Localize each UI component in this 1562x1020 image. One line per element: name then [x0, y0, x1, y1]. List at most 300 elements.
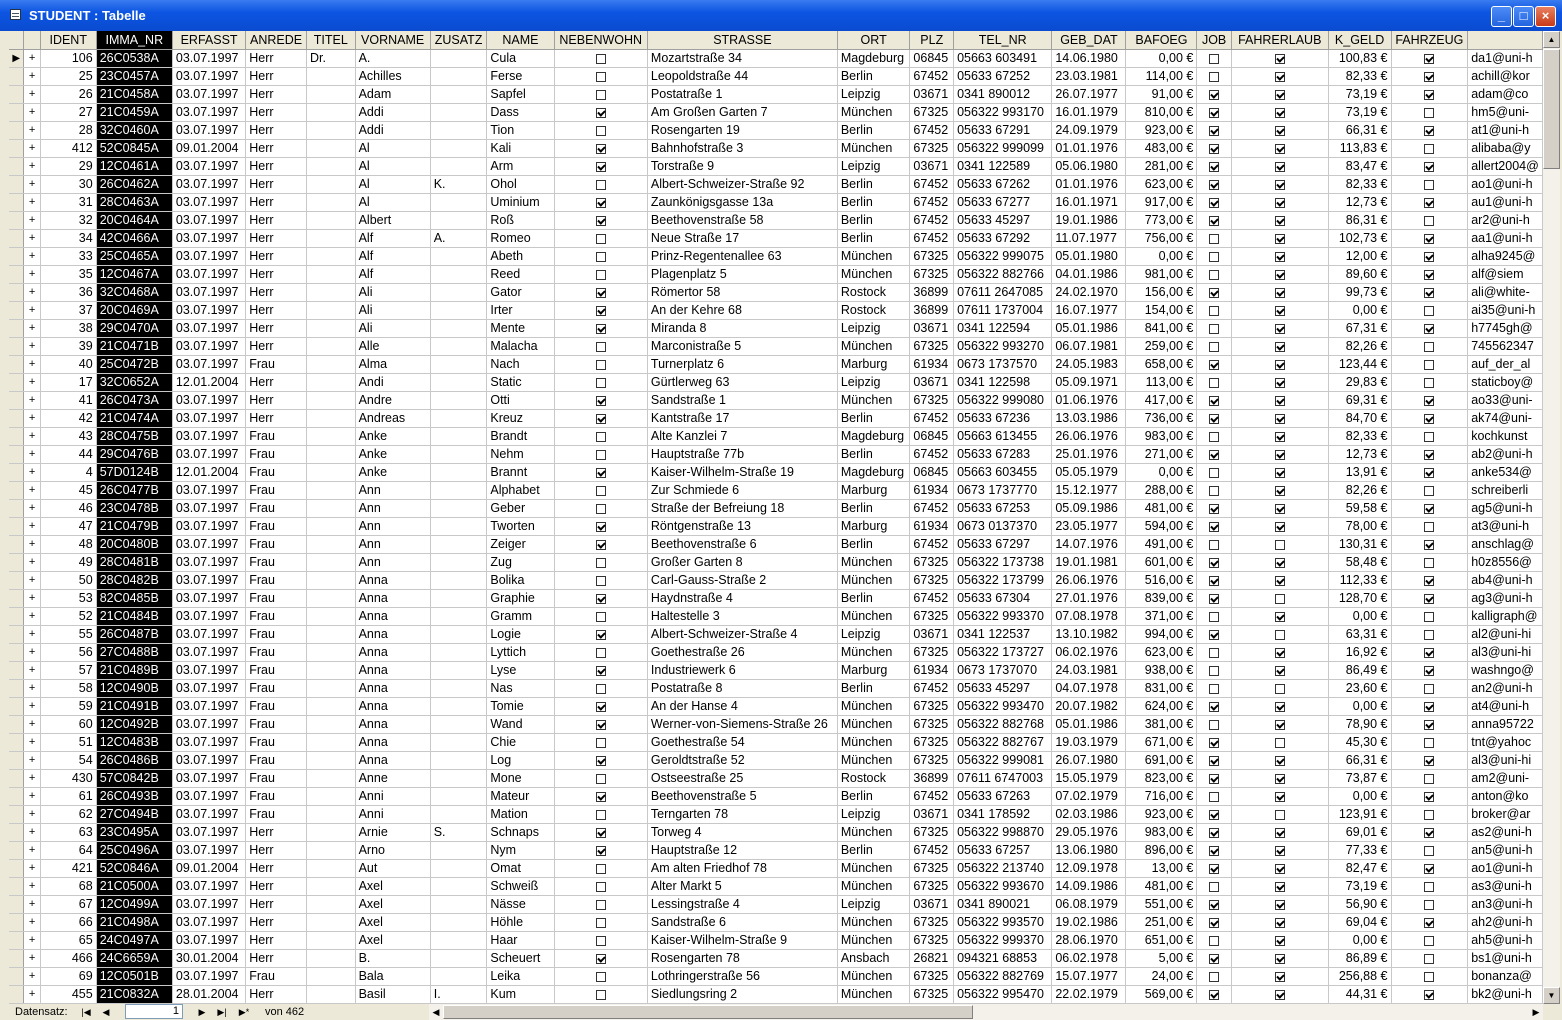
cell-email[interactable]: h0z8556@ — [1468, 553, 1543, 571]
cell-k-geld[interactable]: 73,19 € — [1328, 103, 1391, 121]
cell-titel[interactable] — [306, 355, 355, 373]
row-selector[interactable] — [9, 265, 24, 283]
cell-erfasst[interactable]: 03.07.1997 — [172, 481, 245, 499]
cell-erfasst[interactable]: 03.07.1997 — [172, 445, 245, 463]
cell-fahrzeug[interactable] — [1391, 319, 1468, 337]
column-header-fahrzeug[interactable]: FAHRZEUG — [1391, 31, 1468, 49]
cell-erfasst[interactable]: 03.07.1997 — [172, 697, 245, 715]
checkbox-nebenwohn[interactable] — [596, 414, 606, 424]
cell-name[interactable]: Roß — [487, 211, 554, 229]
cell-email[interactable]: at4@uni-h — [1468, 697, 1543, 715]
checkbox-fahrerlaub[interactable] — [1275, 324, 1285, 334]
column-header-geb-dat[interactable]: GEB_DAT — [1052, 31, 1126, 49]
cell-name[interactable]: Haar — [487, 931, 554, 949]
cell-zusatz[interactable] — [430, 625, 487, 643]
cell-job[interactable] — [1197, 175, 1231, 193]
cell-ident[interactable]: 68 — [40, 877, 96, 895]
cell-fahrzeug[interactable] — [1391, 481, 1468, 499]
checkbox-fahrzeug[interactable] — [1424, 828, 1434, 838]
cell-vorname[interactable]: Ali — [355, 301, 430, 319]
table-row[interactable] — [9, 589, 1543, 607]
cell-imma-nr[interactable]: 29C0470A — [96, 319, 172, 337]
cell-k-geld[interactable]: 82,26 € — [1328, 481, 1391, 499]
cell-ident[interactable]: 37 — [40, 301, 96, 319]
cell-job[interactable] — [1197, 733, 1231, 751]
expand-subdatasheet-button[interactable]: + — [24, 301, 40, 319]
cell-job[interactable] — [1197, 85, 1231, 103]
cell-erfasst[interactable]: 12.01.2004 — [172, 463, 245, 481]
cell-vorname[interactable]: Anke — [355, 463, 430, 481]
cell-strasse[interactable]: Zur Schmiede 6 — [647, 481, 837, 499]
cell-k-geld[interactable]: 0,00 € — [1328, 931, 1391, 949]
cell-fahrerlaub[interactable] — [1231, 67, 1328, 85]
cell-anrede[interactable]: Herr — [246, 247, 307, 265]
cell-k-geld[interactable]: 12,00 € — [1328, 247, 1391, 265]
cell-fahrzeug[interactable] — [1391, 661, 1468, 679]
cell-name[interactable]: Chie — [487, 733, 554, 751]
checkbox-job[interactable] — [1209, 918, 1219, 928]
cell-ident[interactable]: 65 — [40, 931, 96, 949]
cell-name[interactable]: Nas — [487, 679, 554, 697]
cell-nebenwohn[interactable] — [554, 859, 647, 877]
cell-imma-nr[interactable]: 26C0486B — [96, 751, 172, 769]
table-row[interactable] — [9, 427, 1543, 445]
checkbox-job[interactable] — [1209, 630, 1219, 640]
cell-k-geld[interactable]: 66,31 € — [1328, 751, 1391, 769]
cell-k-geld[interactable]: 13,91 € — [1328, 463, 1391, 481]
cell-geb-dat[interactable]: 05.05.1979 — [1052, 463, 1126, 481]
cell-fahrerlaub[interactable] — [1231, 877, 1328, 895]
cell-ort[interactable]: Berlin — [837, 121, 910, 139]
cell-titel[interactable] — [306, 211, 355, 229]
cell-strasse[interactable]: Rosengarten 78 — [647, 949, 837, 967]
checkbox-fahrzeug[interactable] — [1424, 702, 1434, 712]
table-row[interactable] — [9, 319, 1543, 337]
cell-ident[interactable]: 46 — [40, 499, 96, 517]
checkbox-fahrzeug[interactable] — [1424, 954, 1434, 964]
row-selector[interactable] — [9, 769, 24, 787]
table-row[interactable] — [9, 553, 1543, 571]
row-selector[interactable] — [9, 985, 24, 1003]
cell-tel-nr[interactable]: 056322 998870 — [954, 823, 1052, 841]
cell-bafoeg[interactable]: 516,00 € — [1126, 571, 1197, 589]
cell-erfasst[interactable]: 03.07.1997 — [172, 553, 245, 571]
table-row[interactable] — [9, 733, 1543, 751]
checkbox-job[interactable] — [1209, 54, 1219, 64]
cell-vorname[interactable]: Bala — [355, 967, 430, 985]
cell-anrede[interactable]: Herr — [246, 175, 307, 193]
cell-nebenwohn[interactable] — [554, 751, 647, 769]
cell-strasse[interactable]: Zaunkönigsgasse 13a — [647, 193, 837, 211]
cell-imma-nr[interactable]: 21C0491B — [96, 697, 172, 715]
checkbox-fahrerlaub[interactable] — [1275, 738, 1285, 748]
cell-strasse[interactable]: Albert-Schweizer-Straße 4 — [647, 625, 837, 643]
table-row[interactable] — [9, 805, 1543, 823]
cell-fahrzeug[interactable] — [1391, 787, 1468, 805]
cell-email[interactable]: allert2004@ — [1468, 157, 1543, 175]
table-row[interactable] — [9, 301, 1543, 319]
cell-zusatz[interactable] — [430, 445, 487, 463]
checkbox-fahrzeug[interactable] — [1424, 270, 1434, 280]
cell-name[interactable]: Graphie — [487, 589, 554, 607]
cell-geb-dat[interactable]: 14.07.1976 — [1052, 535, 1126, 553]
cell-name[interactable]: Static — [487, 373, 554, 391]
cell-name[interactable]: Sapfel — [487, 85, 554, 103]
current-record-indicator[interactable]: ▶ — [9, 49, 24, 67]
cell-tel-nr[interactable]: 056322 993170 — [954, 103, 1052, 121]
cell-fahrerlaub[interactable] — [1231, 409, 1328, 427]
expand-subdatasheet-button[interactable]: + — [24, 571, 40, 589]
cell-anrede[interactable]: Herr — [246, 85, 307, 103]
checkbox-fahrerlaub[interactable] — [1275, 684, 1285, 694]
table-row[interactable] — [9, 787, 1543, 805]
cell-imma-nr[interactable]: 25C0496A — [96, 841, 172, 859]
cell-zusatz[interactable] — [430, 895, 487, 913]
expand-subdatasheet-button[interactable]: + — [24, 445, 40, 463]
row-selector[interactable] — [9, 715, 24, 733]
cell-job[interactable] — [1197, 715, 1231, 733]
cell-geb-dat[interactable]: 23.03.1981 — [1052, 67, 1126, 85]
table-row[interactable] — [9, 67, 1543, 85]
cell-fahrerlaub[interactable] — [1231, 841, 1328, 859]
cell-plz[interactable]: 61934 — [910, 481, 954, 499]
cell-erfasst[interactable]: 03.07.1997 — [172, 805, 245, 823]
row-selector[interactable] — [9, 895, 24, 913]
checkbox-nebenwohn[interactable] — [596, 342, 606, 352]
cell-titel[interactable] — [306, 571, 355, 589]
cell-job[interactable] — [1197, 697, 1231, 715]
checkbox-job[interactable] — [1209, 828, 1219, 838]
cell-ort[interactable]: Leipzig — [837, 373, 910, 391]
cell-anrede[interactable]: Herr — [246, 211, 307, 229]
cell-tel-nr[interactable]: 056322 882767 — [954, 733, 1052, 751]
cell-ident[interactable]: 51 — [40, 733, 96, 751]
column-header-name[interactable]: NAME — [487, 31, 554, 49]
checkbox-fahrerlaub[interactable] — [1275, 378, 1285, 388]
cell-zusatz[interactable] — [430, 301, 487, 319]
cell-plz[interactable]: 67452 — [910, 787, 954, 805]
cell-bafoeg[interactable]: 0,00 € — [1126, 49, 1197, 67]
cell-plz[interactable]: 67325 — [910, 931, 954, 949]
cell-plz[interactable]: 03671 — [910, 805, 954, 823]
cell-zusatz[interactable] — [430, 697, 487, 715]
cell-strasse[interactable]: Torweg 4 — [647, 823, 837, 841]
cell-tel-nr[interactable]: 05633 67236 — [954, 409, 1052, 427]
cell-job[interactable] — [1197, 337, 1231, 355]
cell-fahrzeug[interactable] — [1391, 877, 1468, 895]
cell-strasse[interactable]: Beethovenstraße 5 — [647, 787, 837, 805]
cell-anrede[interactable]: Frau — [246, 499, 307, 517]
cell-ort[interactable]: Ansbach — [837, 949, 910, 967]
cell-email[interactable]: ag3@uni-h — [1468, 589, 1543, 607]
checkbox-job[interactable] — [1209, 378, 1219, 388]
cell-nebenwohn[interactable] — [554, 157, 647, 175]
cell-strasse[interactable]: An der Kehre 68 — [647, 301, 837, 319]
table-row[interactable] — [9, 499, 1543, 517]
cell-imma-nr[interactable]: 20C0480B — [96, 535, 172, 553]
checkbox-nebenwohn[interactable] — [596, 450, 606, 460]
checkbox-fahrerlaub[interactable] — [1275, 252, 1285, 262]
cell-geb-dat[interactable]: 24.09.1979 — [1052, 121, 1126, 139]
cell-nebenwohn[interactable] — [554, 769, 647, 787]
cell-bafoeg[interactable]: 5,00 € — [1126, 949, 1197, 967]
cell-anrede[interactable]: Herr — [246, 139, 307, 157]
cell-email[interactable]: broker@ar — [1468, 805, 1543, 823]
cell-nebenwohn[interactable] — [554, 193, 647, 211]
cell-titel[interactable] — [306, 67, 355, 85]
cell-ident[interactable]: 58 — [40, 679, 96, 697]
cell-fahrzeug[interactable] — [1391, 733, 1468, 751]
cell-anrede[interactable]: Herr — [246, 103, 307, 121]
cell-ident[interactable]: 35 — [40, 265, 96, 283]
row-selector[interactable] — [9, 571, 24, 589]
cell-ident[interactable]: 59 — [40, 697, 96, 715]
checkbox-fahrerlaub[interactable] — [1275, 90, 1285, 100]
table-row[interactable] — [9, 715, 1543, 733]
row-selector[interactable] — [9, 751, 24, 769]
cell-zusatz[interactable] — [430, 661, 487, 679]
cell-name[interactable]: Romeo — [487, 229, 554, 247]
cell-imma-nr[interactable]: 21C0484B — [96, 607, 172, 625]
cell-titel[interactable] — [306, 913, 355, 931]
checkbox-nebenwohn[interactable] — [596, 558, 606, 568]
cell-fahrerlaub[interactable] — [1231, 481, 1328, 499]
cell-anrede[interactable]: Herr — [246, 283, 307, 301]
cell-nebenwohn[interactable] — [554, 985, 647, 1003]
cell-geb-dat[interactable]: 06.02.1976 — [1052, 643, 1126, 661]
table-row[interactable] — [9, 121, 1543, 139]
checkbox-fahrerlaub[interactable] — [1275, 720, 1285, 730]
last-record-button[interactable]: ▶| — [217, 1007, 227, 1017]
cell-tel-nr[interactable]: 0341 122537 — [954, 625, 1052, 643]
cell-email[interactable]: staticboy@ — [1468, 373, 1543, 391]
cell-zusatz[interactable] — [430, 949, 487, 967]
cell-fahrzeug[interactable] — [1391, 535, 1468, 553]
cell-email[interactable]: ao1@uni-h — [1468, 859, 1543, 877]
cell-ident[interactable]: 41 — [40, 391, 96, 409]
expand-subdatasheet-button[interactable]: + — [24, 193, 40, 211]
cell-titel[interactable] — [306, 841, 355, 859]
checkbox-nebenwohn[interactable] — [596, 756, 606, 766]
checkbox-fahrerlaub[interactable] — [1275, 648, 1285, 658]
expand-subdatasheet-button[interactable]: + — [24, 211, 40, 229]
cell-zusatz[interactable] — [430, 463, 487, 481]
cell-email[interactable]: da1@uni-h — [1468, 49, 1543, 67]
table-row[interactable] — [9, 895, 1543, 913]
cell-fahrerlaub[interactable] — [1231, 157, 1328, 175]
cell-tel-nr[interactable]: 056322 173738 — [954, 553, 1052, 571]
cell-tel-nr[interactable]: 056322 999080 — [954, 391, 1052, 409]
cell-plz[interactable]: 61934 — [910, 661, 954, 679]
cell-erfasst[interactable]: 03.07.1997 — [172, 121, 245, 139]
checkbox-fahrzeug[interactable] — [1424, 504, 1434, 514]
checkbox-fahrerlaub[interactable] — [1275, 630, 1285, 640]
expand-subdatasheet-button[interactable]: + — [24, 625, 40, 643]
table-row[interactable] — [9, 661, 1543, 679]
cell-k-geld[interactable]: 66,31 € — [1328, 121, 1391, 139]
cell-erfasst[interactable]: 03.07.1997 — [172, 787, 245, 805]
cell-tel-nr[interactable]: 05633 67257 — [954, 841, 1052, 859]
checkbox-fahrerlaub[interactable] — [1275, 396, 1285, 406]
cell-nebenwohn[interactable] — [554, 49, 647, 67]
cell-fahrerlaub[interactable] — [1231, 301, 1328, 319]
cell-erfasst[interactable]: 03.07.1997 — [172, 535, 245, 553]
cell-job[interactable] — [1197, 193, 1231, 211]
cell-geb-dat[interactable]: 25.01.1976 — [1052, 445, 1126, 463]
expand-subdatasheet-button[interactable]: + — [24, 859, 40, 877]
table-row[interactable] — [9, 193, 1543, 211]
checkbox-nebenwohn[interactable] — [596, 954, 606, 964]
cell-bafoeg[interactable]: 483,00 € — [1126, 139, 1197, 157]
expand-subdatasheet-button[interactable]: + — [24, 517, 40, 535]
checkbox-fahrzeug[interactable] — [1424, 414, 1434, 424]
cell-job[interactable] — [1197, 571, 1231, 589]
cell-plz[interactable]: 67452 — [910, 121, 954, 139]
row-selector[interactable] — [9, 103, 24, 121]
cell-anrede[interactable]: Frau — [246, 661, 307, 679]
cell-vorname[interactable]: Albert — [355, 211, 430, 229]
expand-subdatasheet-button[interactable]: + — [24, 283, 40, 301]
cell-ident[interactable]: 54 — [40, 751, 96, 769]
cell-vorname[interactable]: Alf — [355, 247, 430, 265]
cell-vorname[interactable]: A. — [355, 49, 430, 67]
cell-vorname[interactable]: Anna — [355, 679, 430, 697]
cell-tel-nr[interactable]: 056322 993470 — [954, 697, 1052, 715]
cell-anrede[interactable]: Frau — [246, 967, 307, 985]
cell-tel-nr[interactable]: 05633 45297 — [954, 679, 1052, 697]
cell-plz[interactable]: 67325 — [910, 337, 954, 355]
cell-strasse[interactable]: Ostseestraße 25 — [647, 769, 837, 787]
cell-ort[interactable]: München — [837, 607, 910, 625]
cell-anrede[interactable]: Herr — [246, 373, 307, 391]
cell-fahrerlaub[interactable] — [1231, 967, 1328, 985]
cell-strasse[interactable]: Geroldtstraße 52 — [647, 751, 837, 769]
cell-nebenwohn[interactable] — [554, 301, 647, 319]
cell-nebenwohn[interactable] — [554, 463, 647, 481]
cell-plz[interactable]: 03671 — [910, 625, 954, 643]
cell-nebenwohn[interactable] — [554, 211, 647, 229]
cell-strasse[interactable]: Lothringerstraße 56 — [647, 967, 837, 985]
cell-imma-nr[interactable]: 42C0466A — [96, 229, 172, 247]
cell-nebenwohn[interactable] — [554, 355, 647, 373]
cell-titel[interactable] — [306, 337, 355, 355]
cell-titel[interactable] — [306, 409, 355, 427]
cell-ident[interactable]: 42 — [40, 409, 96, 427]
checkbox-fahrerlaub[interactable] — [1275, 990, 1285, 1000]
cell-geb-dat[interactable]: 26.06.1976 — [1052, 427, 1126, 445]
cell-fahrerlaub[interactable] — [1231, 697, 1328, 715]
cell-geb-dat[interactable]: 26.07.1980 — [1052, 751, 1126, 769]
cell-geb-dat[interactable]: 27.01.1976 — [1052, 589, 1126, 607]
expand-subdatasheet-button[interactable]: + — [24, 661, 40, 679]
cell-nebenwohn[interactable] — [554, 787, 647, 805]
cell-vorname[interactable]: Ann — [355, 499, 430, 517]
checkbox-job[interactable] — [1209, 90, 1219, 100]
cell-k-geld[interactable]: 67,31 € — [1328, 319, 1391, 337]
checkbox-job[interactable] — [1209, 774, 1219, 784]
expand-subdatasheet-button[interactable]: + — [24, 553, 40, 571]
table-row[interactable] — [9, 157, 1543, 175]
cell-bafoeg[interactable]: 983,00 € — [1126, 823, 1197, 841]
table-row[interactable] — [9, 373, 1543, 391]
first-record-button[interactable]: |◀ — [81, 1007, 91, 1017]
checkbox-fahrzeug[interactable] — [1424, 684, 1434, 694]
checkbox-job[interactable] — [1209, 864, 1219, 874]
cell-ident[interactable]: 32 — [40, 211, 96, 229]
cell-k-geld[interactable]: 0,00 € — [1328, 787, 1391, 805]
cell-zusatz[interactable] — [430, 265, 487, 283]
cell-plz[interactable]: 61934 — [910, 517, 954, 535]
cell-geb-dat[interactable]: 24.03.1981 — [1052, 661, 1126, 679]
cell-email[interactable]: an5@uni-h — [1468, 841, 1543, 859]
cell-geb-dat[interactable]: 26.07.1977 — [1052, 85, 1126, 103]
checkbox-job[interactable] — [1209, 108, 1219, 118]
cell-job[interactable] — [1197, 985, 1231, 1003]
cell-email[interactable]: ah5@uni-h — [1468, 931, 1543, 949]
expand-subdatasheet-button[interactable]: + — [24, 319, 40, 337]
cell-imma-nr[interactable]: 21C0458A — [96, 85, 172, 103]
cell-geb-dat[interactable]: 04.01.1986 — [1052, 265, 1126, 283]
checkbox-job[interactable] — [1209, 738, 1219, 748]
row-selector[interactable] — [9, 175, 24, 193]
checkbox-nebenwohn[interactable] — [596, 720, 606, 730]
cell-fahrzeug[interactable] — [1391, 607, 1468, 625]
cell-strasse[interactable]: Kantstraße 17 — [647, 409, 837, 427]
next-record-button[interactable]: ▶ — [198, 1007, 206, 1017]
cell-geb-dat[interactable]: 02.03.1986 — [1052, 805, 1126, 823]
row-selector[interactable] — [9, 661, 24, 679]
cell-plz[interactable]: 06845 — [910, 463, 954, 481]
cell-anrede[interactable]: Frau — [246, 355, 307, 373]
cell-tel-nr[interactable]: 0673 1737770 — [954, 481, 1052, 499]
cell-ort[interactable]: Berlin — [837, 229, 910, 247]
cell-tel-nr[interactable]: 056322 882769 — [954, 967, 1052, 985]
cell-anrede[interactable]: Herr — [246, 913, 307, 931]
cell-titel[interactable] — [306, 553, 355, 571]
cell-geb-dat[interactable]: 13.03.1986 — [1052, 409, 1126, 427]
cell-geb-dat[interactable]: 24.05.1983 — [1052, 355, 1126, 373]
cell-erfasst[interactable]: 03.07.1997 — [172, 175, 245, 193]
cell-vorname[interactable]: Axel — [355, 913, 430, 931]
cell-imma-nr[interactable]: 26C0493B — [96, 787, 172, 805]
cell-imma-nr[interactable]: 52C0845A — [96, 139, 172, 157]
cell-bafoeg[interactable]: 371,00 € — [1126, 607, 1197, 625]
cell-job[interactable] — [1197, 841, 1231, 859]
cell-vorname[interactable]: Anne — [355, 769, 430, 787]
cell-anrede[interactable]: Frau — [246, 427, 307, 445]
cell-job[interactable] — [1197, 355, 1231, 373]
checkbox-job[interactable] — [1209, 900, 1219, 910]
checkbox-fahrzeug[interactable] — [1424, 450, 1434, 460]
cell-zusatz[interactable] — [430, 319, 487, 337]
column-header-email[interactable] — [1468, 31, 1543, 49]
cell-titel[interactable] — [306, 463, 355, 481]
scroll-right-button[interactable]: ▶ — [1532, 1007, 1540, 1017]
checkbox-job[interactable] — [1209, 288, 1219, 298]
checkbox-fahrzeug[interactable] — [1424, 72, 1434, 82]
cell-anrede[interactable]: Frau — [246, 787, 307, 805]
cell-nebenwohn[interactable] — [554, 607, 647, 625]
cell-k-geld[interactable]: 59,58 € — [1328, 499, 1391, 517]
cell-ident[interactable]: 430 — [40, 769, 96, 787]
cell-fahrzeug[interactable] — [1391, 895, 1468, 913]
cell-plz[interactable]: 67325 — [910, 967, 954, 985]
cell-ort[interactable]: Rostock — [837, 769, 910, 787]
cell-vorname[interactable]: Addi — [355, 103, 430, 121]
cell-titel[interactable] — [306, 121, 355, 139]
cell-vorname[interactable]: Alf — [355, 229, 430, 247]
checkbox-nebenwohn[interactable] — [596, 630, 606, 640]
